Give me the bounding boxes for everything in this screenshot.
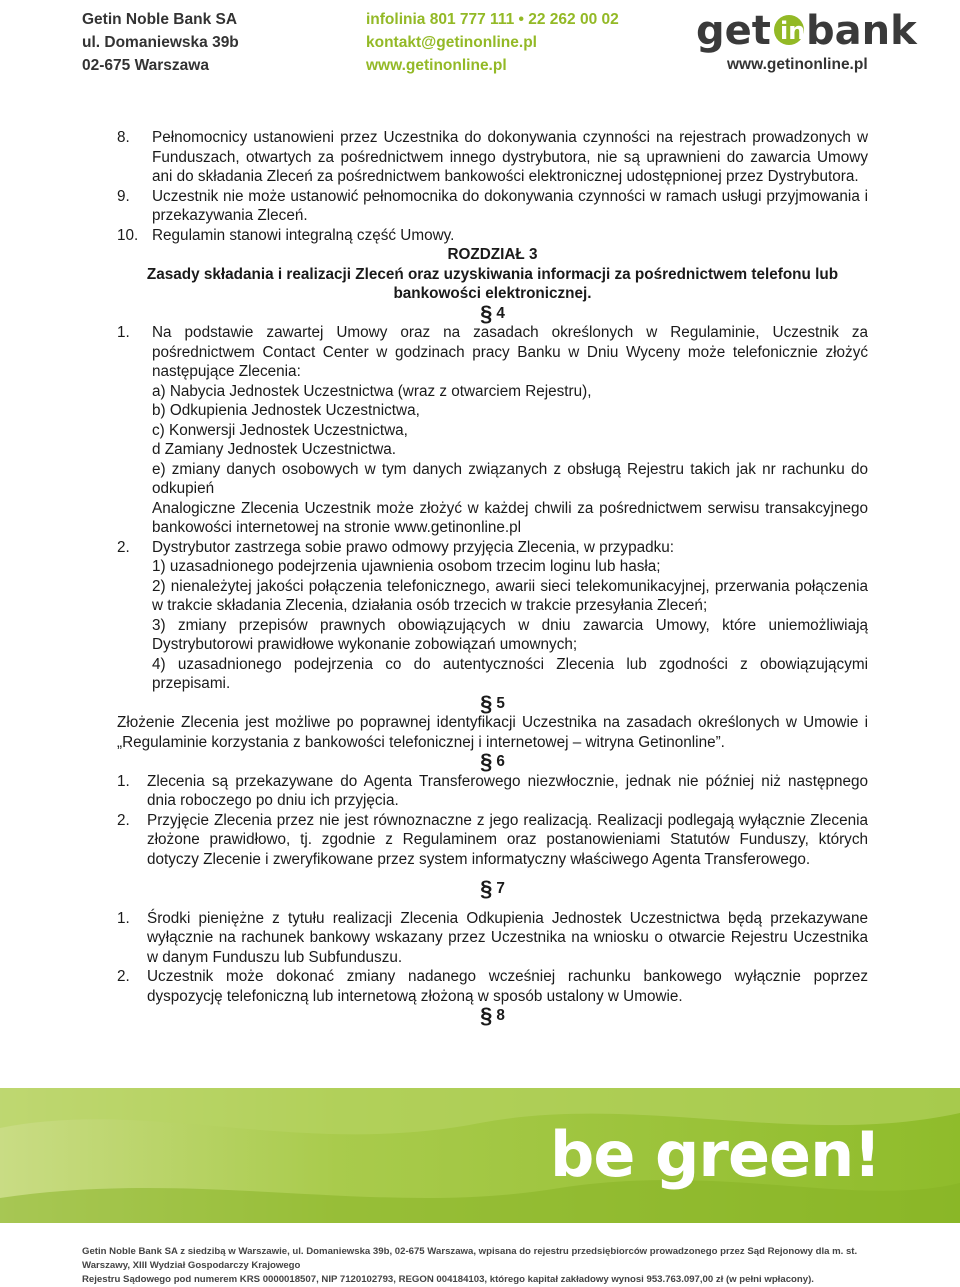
section-sign-icon: § — [480, 749, 493, 774]
p4-item-1 — [117, 323, 868, 382]
item-text: Zlecenia są przekazywane do Agenta Transferowego niezwłocznie, jednak nie później niż następnego dnia roboczego po dniu ich przyjęcia. — [147, 772, 868, 809]
bank-city: 02-675 Warszawa — [82, 57, 209, 74]
p4-list-c: c) Konwersji Jednostek Uczestnictwa, — [152, 421, 408, 439]
chapter-title: Zasady składania i realizacji Zleceń oraz uzyskiwania informacji za pośrednictwem telefonu lub bankowości elektronicznej. — [146, 265, 839, 302]
item-text: Środki pieniężne z tytułu realizacji Zlecenia Odkupienia Jednostek Uczestnictwa będą przekazywane wyłącznie na rachunek bankowy wskazany przez Uczestnika na wniosku o otwarcie Rejestru Uczestnika w danym Funduszu lub Subfunduszu. — [147, 909, 868, 966]
p4-item-2 — [117, 538, 868, 558]
document-body — [117, 128, 868, 1026]
legal-line-1: Getin Noble Bank SA z siedzibą w Warszawie, ul. Domaniewska 39b, 02-675 Warszawa, wpisana do rejestru przedsiębiorców prowadzonego przez Sąd Rejonowy dla m. st. Warszawy, XIII Wydział Gospodarczy Krajowego — [82, 1246, 858, 1271]
legal-footer — [82, 1245, 902, 1287]
item-number: 2. — [117, 968, 130, 985]
p4-reason-4: 4) uzasadnionego podejrzenia co do autentyczności Zlecenia lub zgodności z obowiązującymi przepisami. — [152, 655, 868, 692]
p4-item-1-tail: Analogiczne Zlecenia Uczestnik może złożyć w każdej chwili za pośrednictwem serwisu transakcyjnego bankowości internetowej na stronie www.getinonline.pl — [152, 499, 868, 536]
p4-list-d: d Zamiany Jednostek Uczestnictwa. — [152, 441, 397, 458]
p4-list-a: a) Nabycia Jednostek Uczestnictwa (wraz z otwarciem Rejestru), — [152, 382, 592, 400]
bank-address — [82, 8, 239, 77]
paragraph-8-heading: § 8 — [480, 1003, 505, 1028]
clause-number: 9. — [117, 187, 130, 205]
logo-website[interactable]: www.getinonline.pl — [727, 56, 868, 73]
clause-number: 10. — [117, 226, 139, 244]
clause-text: Regulamin stanowi integralną część Umowy. — [152, 226, 455, 244]
bank-street: ul. Domaniewska 39b — [82, 34, 239, 51]
clause-9 — [117, 187, 868, 226]
p4-reason-2: 2) nienależytej jakości połączenia telefonicznego, awarii sieci telekomunikacyjnej, przerwania połączenia w trakcie składania Zlecenia, działania osób trzecich w trakcie przesyłania Zleceń; — [152, 577, 868, 614]
clause-10 — [117, 226, 868, 246]
paragraph-6-heading: § 6 — [480, 749, 505, 774]
contact-email[interactable]: kontakt@getinonline.pl — [366, 34, 537, 51]
p7-item-2 — [117, 967, 868, 1006]
svg-text:in: in — [780, 17, 806, 45]
paragraph-5-heading: § 5 — [480, 690, 505, 716]
p6-item-2 — [117, 811, 868, 870]
item-number: 1. — [117, 324, 130, 341]
legal-line-2: Rejestru Sądowego pod numerem KRS 0000018507, NIP 7120102793, REGON 004184103, którego kapitał zakładowy wynosi 953.763.097,00 zł (w pełni wpłacony). — [82, 1274, 814, 1285]
bank-contact — [366, 8, 619, 77]
section-sign-icon: § — [480, 690, 493, 716]
bank-name: Getin Noble Bank SA — [82, 11, 238, 28]
section-sign-icon: § — [480, 1003, 493, 1028]
svg-text:get: get — [696, 8, 771, 54]
item-number: 2. — [117, 811, 130, 829]
paragraph-4-heading: § 4 — [480, 300, 505, 326]
paragraph-7-heading: § 7 — [480, 876, 505, 901]
item-text: Uczestnik może dokonać zmiany nadanego wcześniej rachunku bankowego wyłącznie poprzez dyspozycję telefoniczną lub internetową złożoną w sposób ustalony w Umowie. — [147, 968, 868, 1005]
p5-text: Złożenie Zlecenia jest możliwe po poprawnej identyfikacji Uczestnika na zasadach określonych w Umowie i „Regulaminie korzystania z bankowości telefonicznej i internetowej – witryna Getinonline”. — [117, 714, 868, 751]
item-number: 1. — [117, 772, 130, 790]
item-text: Dystrybutor zastrzega sobie prawo odmowy przyjęcia Zlecenia, w przypadku: — [152, 538, 675, 556]
letterhead — [0, 0, 960, 85]
clause-text: Pełnomocnicy ustanowieni przez Uczestnika do dokonywania czynności na rejestrach prowadzonych w Funduszach, otwartych za pośrednictwem innego dystrybutora, nie są uprawnieni do zawarcia Umowy ani do składania Zleceń za pośrednictwem bankowości elektronicznej udostępnionej przez Dystrybutora. — [152, 129, 868, 185]
contact-website[interactable]: www.getinonline.pl — [366, 57, 507, 74]
be-green-slogan: be green! — [550, 1118, 881, 1191]
clause-8 — [117, 128, 868, 187]
getinbank-logo — [694, 4, 917, 58]
item-number: 2. — [117, 538, 130, 556]
section-sign-icon: § — [480, 876, 493, 901]
svg-text:bank: bank — [806, 8, 917, 54]
hotline: infolinia 801 777 111 • 22 262 00 02 — [366, 11, 619, 28]
section-sign-icon: § — [480, 300, 493, 326]
p4-reason-3: 3) zmiany przepisów prawnych obowiązujących w dniu zawarcia Umowy, które uniemożliwiają Dystrybutorowi prawidłowe wykonanie zobowiązań umownych; — [152, 616, 868, 653]
item-text: Przyjęcie Zlecenia przez nie jest równoznaczne z jego realizacją. Realizacji podlegają wyłącznie Zlecenia złożone prawidłowo, tj. zgodnie z Regulaminem oraz postanowieniami Statutów Funduszy, których dotyczy Zlecenie i zweryfikowane przez system informatyczny właściwego Agenta Transferowego. — [147, 811, 868, 868]
chapter-label: ROZDZIAŁ 3 — [447, 246, 538, 263]
clause-text: Uczestnik nie może ustanowić pełnomocnika do dokonywania czynności w ramach usługi przyjmowania i przekazywania Zleceń. — [152, 187, 868, 224]
p4-list-b: b) Odkupienia Jednostek Uczestnictwa, — [152, 402, 420, 419]
p4-list-e: e) zmiany danych osobowych w tym danych związanych z obsługą Rejestru takich jak nr rachunku do odkupień — [152, 460, 868, 497]
p7-item-1 — [117, 909, 868, 968]
p4-reason-1: 1) uzasadnionego podejrzenia ujawnienia osobom trzecim loginu lub hasła; — [152, 558, 661, 575]
clause-number: 8. — [117, 129, 130, 146]
p6-item-1 — [117, 772, 868, 811]
item-number: 1. — [117, 909, 130, 927]
item-text: Na podstawie zawartej Umowy oraz na zasadach określonych w Regulaminie, Uczestnik za pośrednictwem Contact Center w godzinach pracy Banku w Dniu Wyceny może telefonicznie złożyć następujące Zlecenia: — [152, 324, 868, 380]
